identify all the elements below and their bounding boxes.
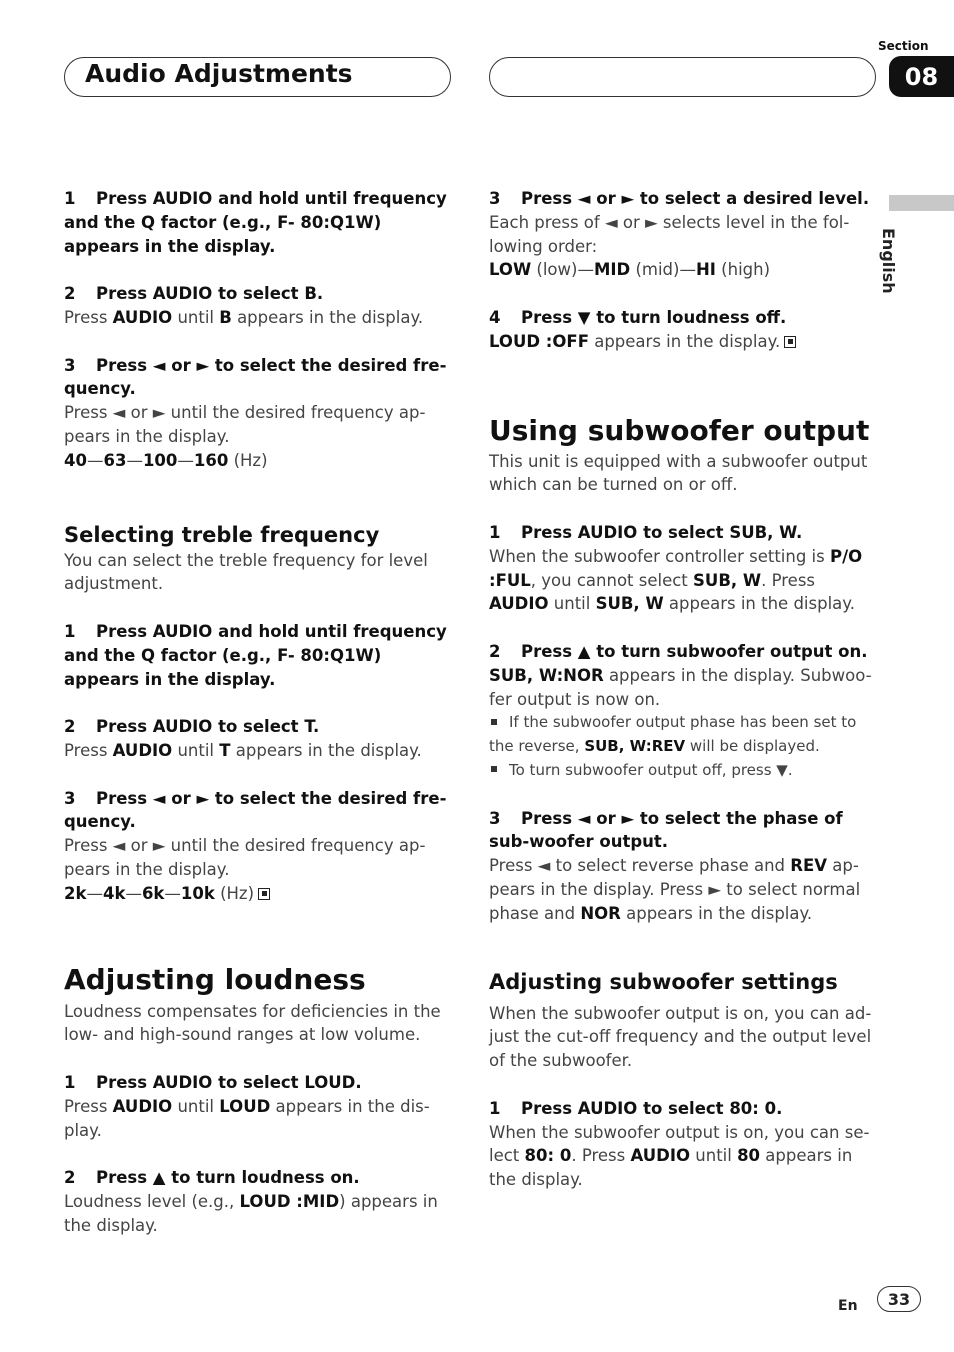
left-column	[64, 187, 449, 1237]
step: 3 Press ◄ or ► to select the phase of sub-woofer output.	[489, 808, 843, 852]
step-body: LOUD :OFF appears in the display.	[489, 330, 874, 354]
step: 1 Press AUDIO to select SUB, W.	[489, 522, 803, 542]
header-right-frame	[489, 57, 876, 97]
page-number: 33	[877, 1286, 921, 1312]
step: 2 Press AUDIO to select T.	[64, 717, 320, 737]
section-intro: Loudness compensates for deficiencies in the low- and high-sound ranges at low volume.	[64, 1001, 441, 1045]
section-number-badge: 08	[889, 56, 954, 97]
end-mark-icon	[784, 336, 796, 348]
step-body: When the subwoofer controller setting is P/O :FUL, you cannot select SUB, W. Press AUDIO until SUB, W appears in the display.	[489, 546, 863, 614]
bullet-icon	[491, 719, 497, 725]
step: 3 Press ◄ or ► to select the desired fre-quency.	[64, 355, 447, 399]
step: 1 Press AUDIO to select LOUD.	[64, 1072, 362, 1092]
step: 1 Press AUDIO and hold until frequency and the Q factor (e.g., F- 80:Q1W) appears in the display.	[64, 189, 447, 256]
step: 1 Press AUDIO to select 80: 0.	[489, 1098, 783, 1118]
section-intro: When the subwoofer output is on, you can ad-just the cut-off frequency and the output level of the subwoofer.	[489, 1003, 872, 1071]
step: 3 Press ◄ or ► to select the desired fre-quency.	[64, 788, 447, 832]
step-body: SUB, W:NOR appears in the display. Subwoo-fer output is now on.	[489, 665, 872, 709]
step-body: Press AUDIO until LOUD appears in the dis-play.	[64, 1096, 430, 1140]
language-tab	[889, 195, 954, 211]
frequency-sequence: 2k—4k—6k—10k (Hz)	[64, 882, 449, 906]
note: To turn subwoofer output off, press ▼.	[489, 759, 874, 783]
step-body: Press ◄ or ► until the desired frequency ap-pears in the display.	[64, 403, 426, 446]
step-body: Press ◄ or ► until the desired frequency ap-pears in the display.	[64, 836, 426, 879]
note: If the subwoofer output phase has been set to the reverse, SUB, W:REV will be displayed.	[489, 713, 857, 756]
right-column	[489, 187, 874, 1192]
step-body: When the subwoofer output is on, you can se-lect 80: 0. Press AUDIO until 80 appears in the display.	[489, 1122, 870, 1190]
end-mark-icon	[258, 888, 270, 900]
step-body: Loudness level (e.g., LOUD :MID) appears in the display.	[64, 1191, 438, 1235]
frequency-sequence: 40—63—100—160 (Hz)	[64, 450, 268, 470]
section-label: Section	[878, 39, 929, 53]
language-label: English	[879, 228, 898, 294]
step-body: Press AUDIO until T appears in the display.	[64, 740, 422, 760]
page-title: Audio Adjustments	[85, 59, 353, 88]
step-body: Press AUDIO until B appears in the display.	[64, 307, 424, 327]
step-body: Press ◄ to select reverse phase and REV ap-pears in the display. Press ► to select normal phase and NOR appears in the display.	[489, 856, 861, 923]
step: 1 Press AUDIO and hold until frequency and the Q factor (e.g., F- 80:Q1W) appears in the display.	[64, 621, 447, 689]
section-heading: Adjusting loudness	[64, 962, 366, 996]
section-intro: You can select the treble frequency for level adjustment.	[64, 550, 428, 594]
step: 2 Press ▲ to turn subwoofer output on.	[489, 641, 868, 661]
step: 2 Press ▲ to turn loudness on.	[64, 1168, 360, 1188]
section-heading: Selecting treble frequency	[64, 522, 380, 547]
bullet-icon	[491, 766, 497, 772]
section-intro: This unit is equipped with a subwoofer output which can be turned on or off.	[489, 451, 868, 495]
section-heading: Using subwoofer output	[489, 413, 870, 447]
step: 3 Press ◄ or ► to select a desired level.	[489, 189, 870, 208]
step-body: Each press of ◄ or ► selects level in the fol-lowing order:	[489, 212, 850, 256]
section-heading: Adjusting subwoofer settings	[489, 969, 838, 994]
step: 4 Press ▼ to turn loudness off.	[489, 307, 787, 327]
level-sequence: LOW (low)—MID (mid)—HI (high)	[489, 260, 771, 280]
footer-language: En	[838, 1298, 858, 1314]
step: 2 Press AUDIO to select B.	[64, 284, 324, 304]
